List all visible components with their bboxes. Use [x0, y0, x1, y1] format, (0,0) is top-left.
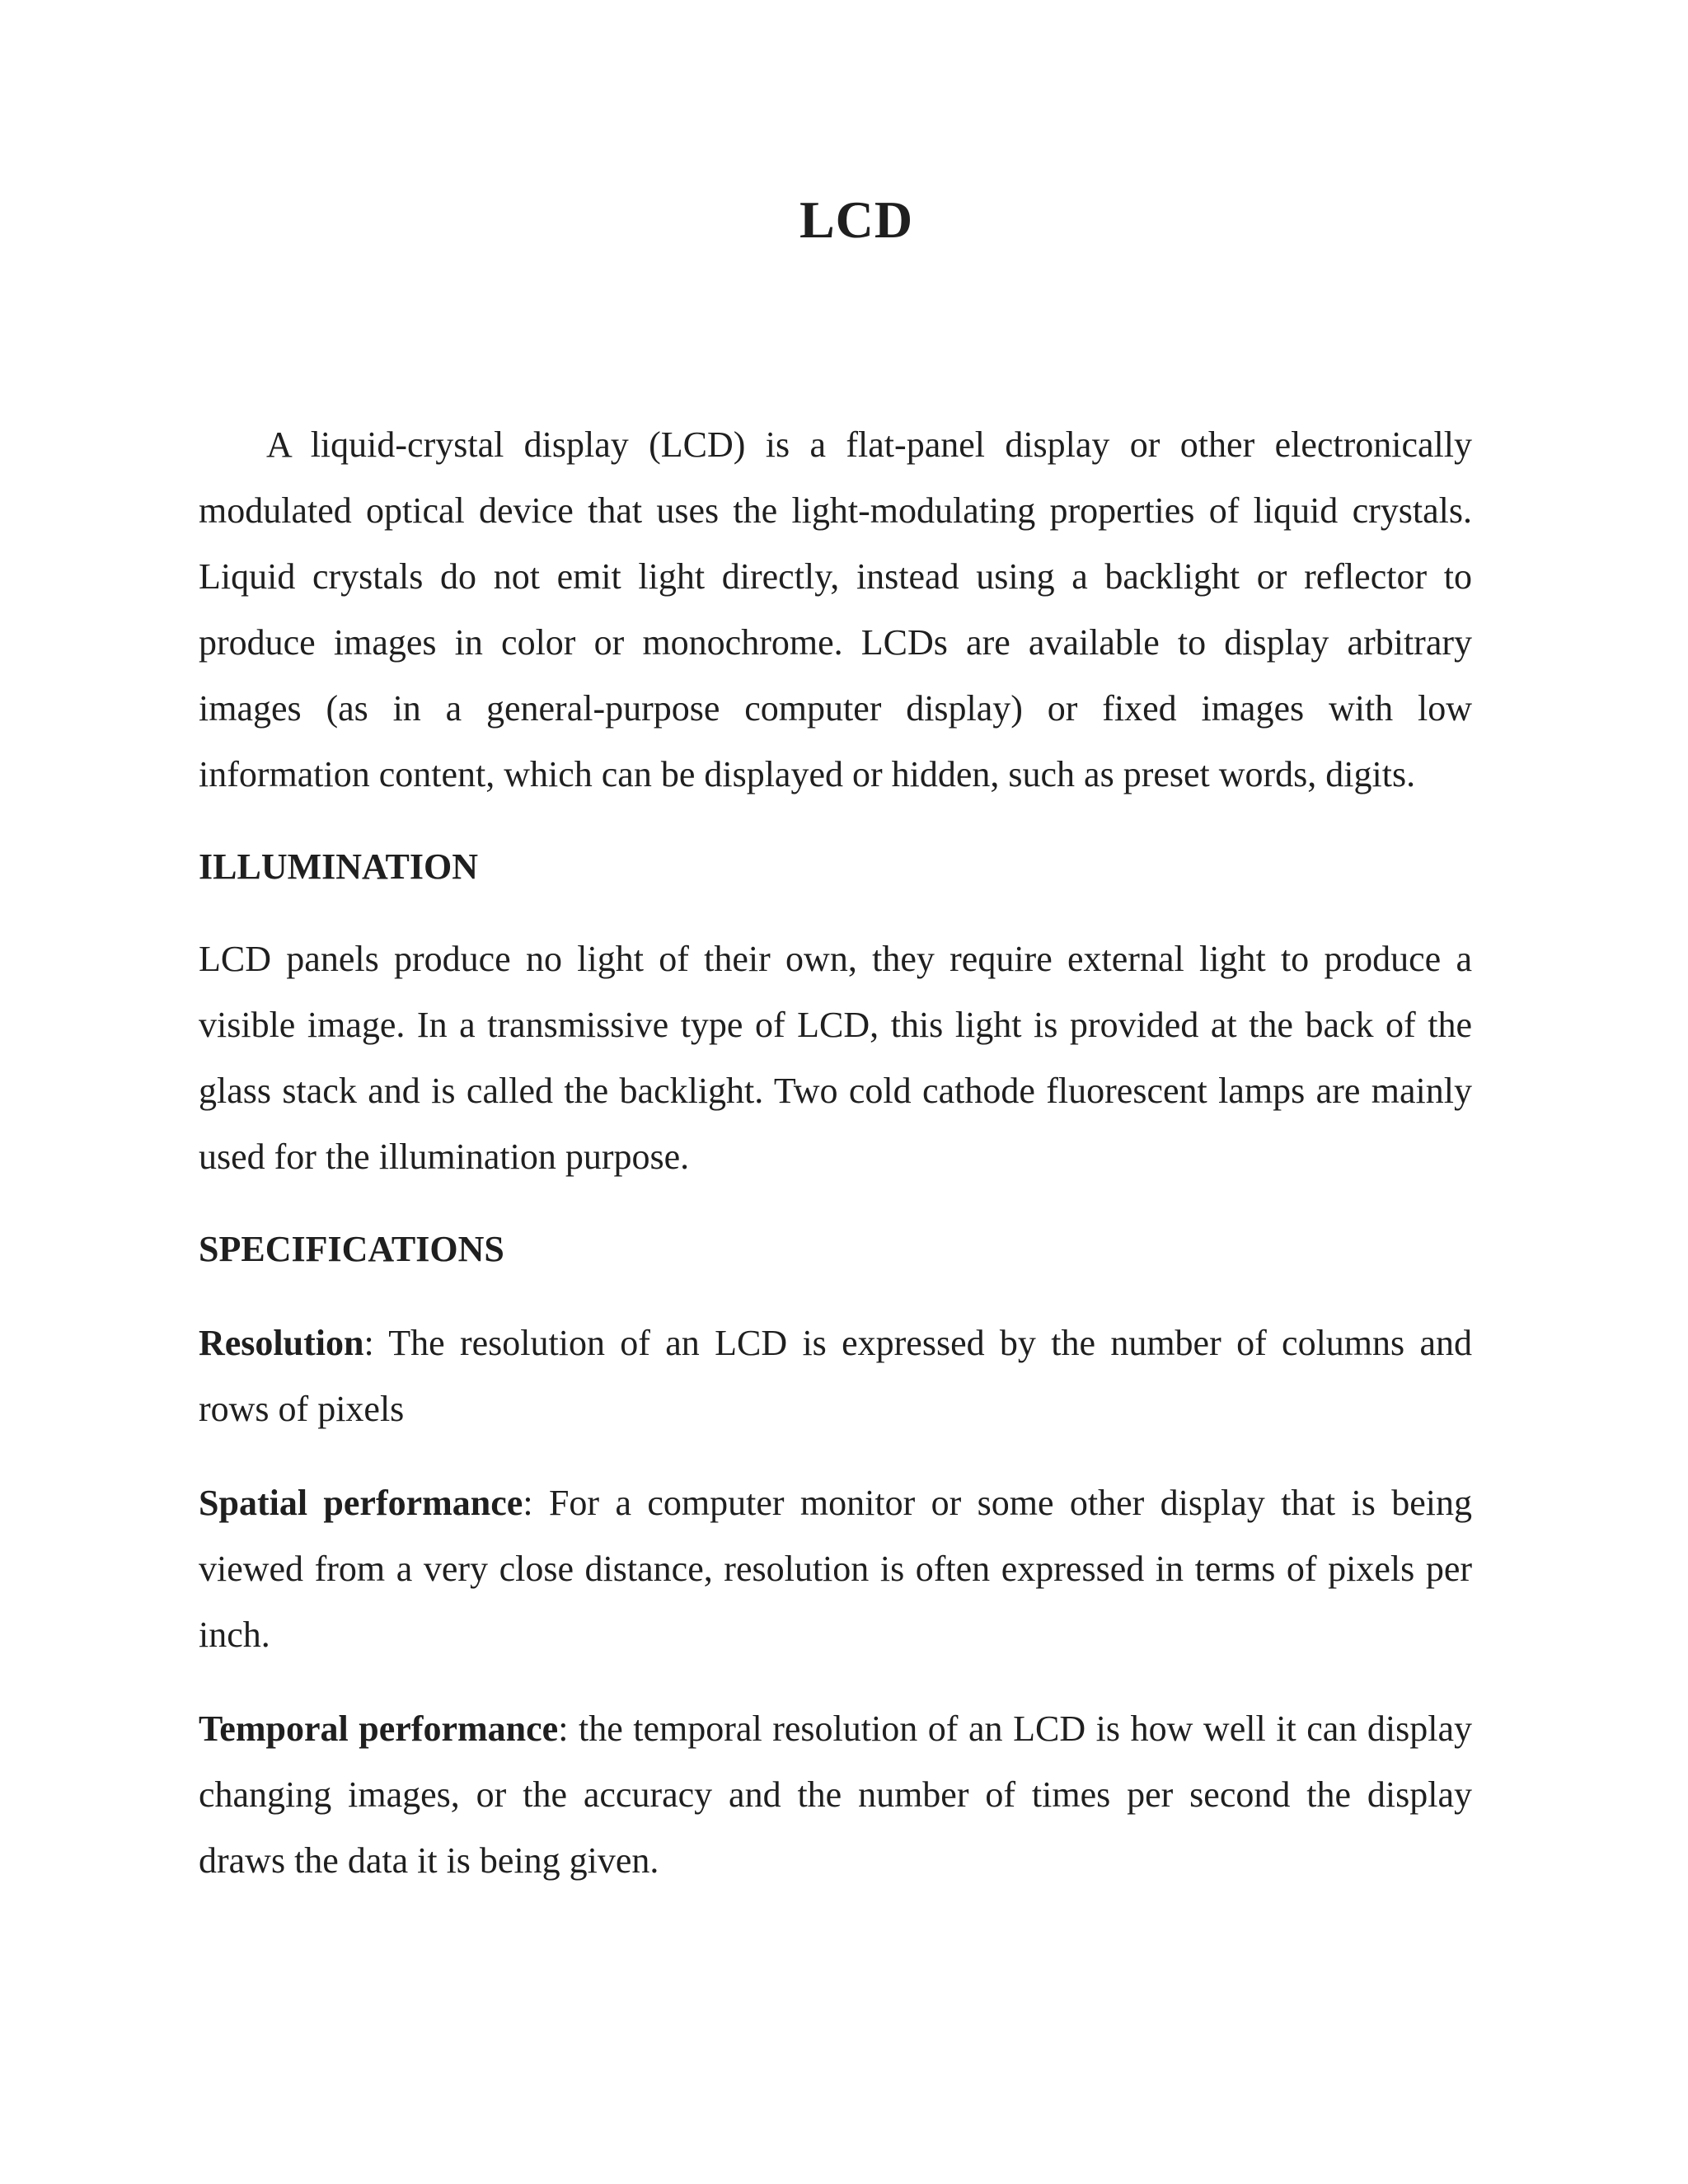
intro-paragraph: A liquid-crystal display (LCD) is a flat-panel display or other electronically modulated optical device that uses the light-modulating properties of liquid crystals. Liquid crystals do not emit light directly, instead using a backlight or reflector to produce images in color or monochrome. LCDs are available to display arbitrary images (as in a general-purpose computer display) or fixed images with low information content, which can be displayed or hidden, such as preset words, digits. [199, 424, 1472, 794]
spec-separator: : [363, 1323, 389, 1363]
spec-term: Resolution [199, 1323, 364, 1363]
spec-text: the temporal resolution of an LCD is how well it can display changing images, or the accuracy and the number of times per second the display draws the data it is being given. [199, 1708, 1472, 1881]
spec-separator: : [558, 1708, 579, 1749]
spec-term: Temporal performance [199, 1708, 559, 1749]
spec-text: The resolution of an LCD is expressed by the number of columns and rows of pixels [199, 1323, 1473, 1429]
document-body [199, 412, 1472, 1894]
spec-item-temporal-performance [199, 1696, 1472, 1894]
illumination-heading: ILLUMINATION [199, 846, 479, 887]
spec-term: Spatial performance [199, 1483, 523, 1523]
spec-text: For a computer monitor or some other display that is being viewed from a very close distance, resolution is often expressed in terms of pixels per inch. [199, 1483, 1472, 1655]
specifications-heading: SPECIFICATIONS [199, 1229, 504, 1269]
spec-item-resolution [199, 1310, 1472, 1442]
spec-separator: : [523, 1483, 549, 1523]
illumination-paragraph: LCD panels produce no light of their own, they require external light to produce a visible image. In a transmissive type of LCD, this light is provided at the back of the glass stack and is called the backlight. Two cold cathode fluorescent lamps are mainly used for the illumination purpose. [199, 939, 1472, 1177]
document-title: LCD [799, 190, 914, 249]
spec-item-spatial-performance [199, 1470, 1472, 1668]
